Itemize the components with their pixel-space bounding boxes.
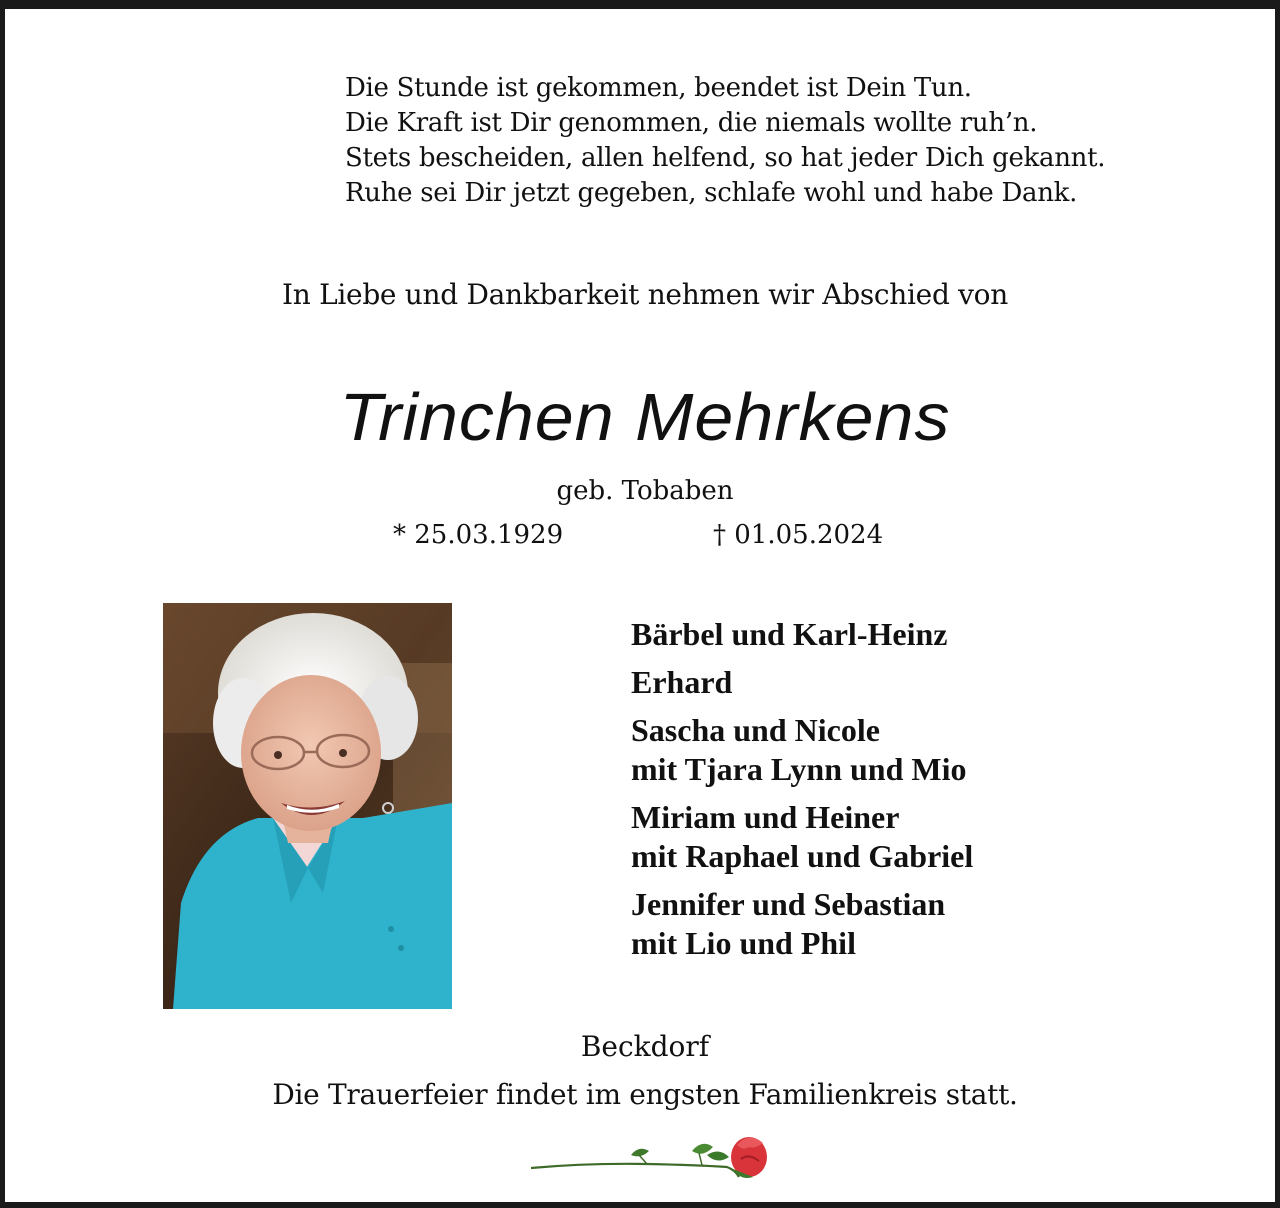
birth-date: * 25.03.1929	[393, 520, 564, 550]
poem-line: Die Stunde ist gekommen, beendet ist Dein Tun.	[345, 73, 972, 103]
family-line: Bärbel und Karl-Heinz	[631, 616, 948, 652]
family-line: Jennifer und Sebastian	[631, 886, 946, 922]
family-line: mit Lio und Phil	[631, 925, 856, 961]
poem-line: Stets bescheiden, allen helfend, so hat jeder Dich gekannt.	[345, 143, 1106, 173]
place-name: Beckdorf	[580, 1030, 710, 1063]
family-line: mit Tjara Lynn und Mio	[631, 751, 967, 787]
funeral-note: Die Trauerfeier findet im engsten Familienkreis statt.	[272, 1078, 1018, 1111]
poem-line: Ruhe sei Dir jetzt gegeben, schlafe wohl und habe Dank.	[345, 178, 1078, 208]
family-group	[631, 798, 973, 876]
family-line: Miriam und Heiner	[631, 799, 900, 835]
family-line: Sascha und Nicole	[631, 712, 880, 748]
death-date: † 01.05.2024	[713, 520, 884, 550]
family-group	[631, 663, 973, 702]
family-group	[631, 615, 973, 654]
intro-text: In Liebe und Dankbarkeit nehmen wir Abschied von	[282, 278, 1008, 311]
deceased-name: Trinchen Mehrkens	[339, 379, 951, 455]
portrait-photo	[163, 603, 452, 1009]
rose-icon	[527, 1125, 773, 1187]
family-group	[631, 885, 973, 963]
family-list	[631, 615, 973, 972]
family-line: Erhard	[631, 664, 733, 700]
poem	[345, 71, 1105, 211]
poem-line: Die Kraft ist Dir genommen, die niemals wollte ruh’n.	[345, 108, 1038, 138]
family-line: mit Raphael und Gabriel	[631, 838, 974, 874]
family-group	[631, 711, 973, 789]
maiden-name: geb. Tobaben	[556, 476, 734, 506]
